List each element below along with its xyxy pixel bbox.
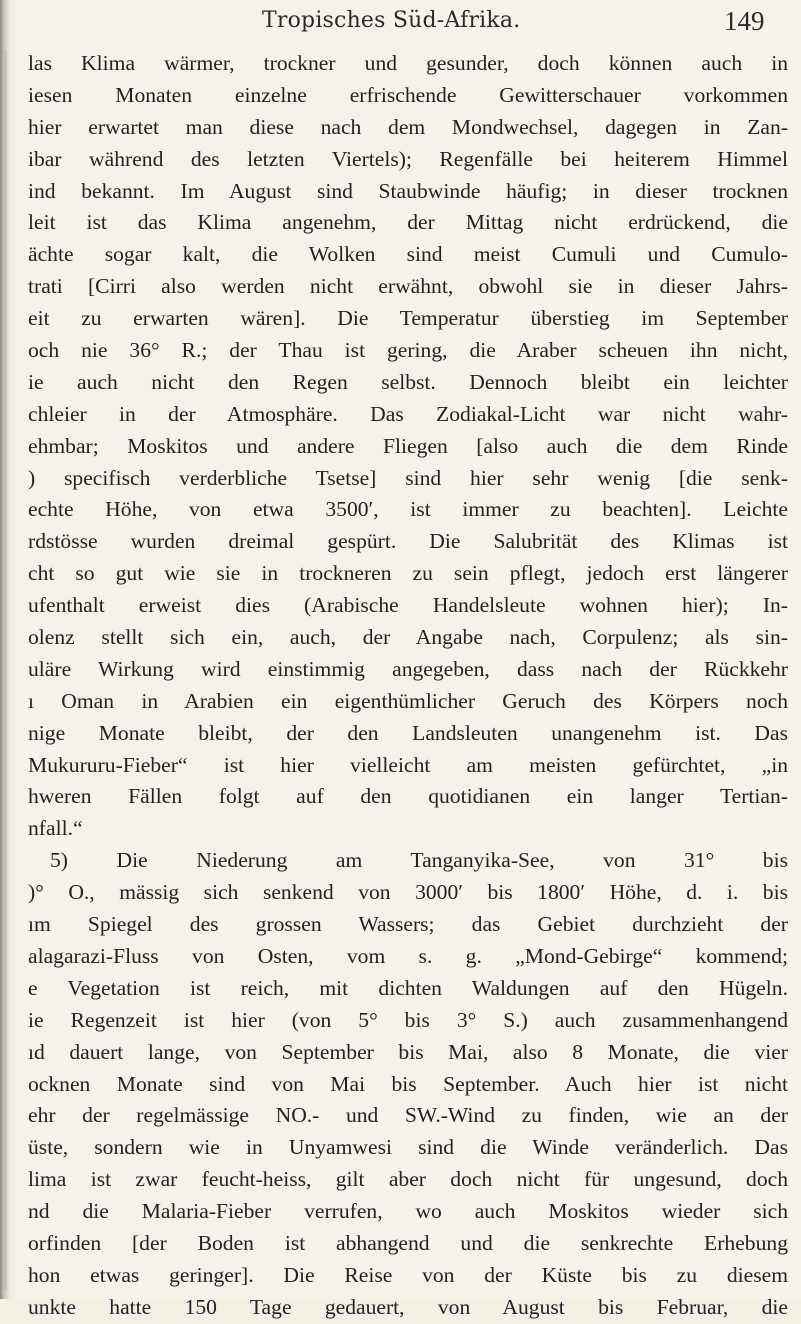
- text-line: ı Oman in Arabien ein eigenthümlicher Geruch des Körpers noch: [28, 688, 788, 713]
- text-line: cht so gut wie sie in trockneren zu sein pflegt, jedoch erst längerer: [28, 561, 788, 586]
- text-line: hier erwartet man diese nach dem Mondwechsel, dagegen in Zan-: [28, 114, 788, 139]
- text-line: alagarazi-Fluss von Osten, vom s. g. „Mond-Gebirge“ kommend;: [28, 943, 788, 968]
- text-line: nd die Malaria-Fieber verrufen, wo auch Moskitos wieder sich: [28, 1199, 788, 1224]
- running-head: [0, 6, 801, 46]
- text-line: ocknen Monate sind von Mai bis September. Auch hier ist nicht: [28, 1071, 788, 1096]
- text-line: chleier in der Atmosphäre. Das Zodiakal-Licht war nicht wahr-: [28, 401, 788, 426]
- text-line: ehr der regelmässige NO.- und SW.-Wind zu finden, wie an der: [28, 1103, 788, 1128]
- text-line: orfinden [der Boden ist abhangend und die senkrechte Erhebung: [28, 1230, 788, 1255]
- text-line: ibar während des letzten Viertels); Regenfälle bei heiterem Himmel: [28, 146, 788, 171]
- text-line: )° O., mässig sich senkend von 3000′ bis 1800′ Höhe, d. i. bis: [28, 880, 788, 905]
- text-line: hon etwas geringer]. Die Reise von der Küste bis zu diesem: [28, 1262, 788, 1287]
- text-line: ufenthalt erweist dies (Arabische Handelsleute wohnen hier); In-: [28, 593, 788, 618]
- section-5-heading-line: 5) Die Niederung am Tanganyika-See, von 31° bis: [50, 848, 788, 873]
- text-line: uläre Wirkung wird einstimmig angegeben, dass nach der Rückkehr: [28, 656, 788, 681]
- text-line: ie auch nicht den Regen selbst. Dennoch bleibt ein leichter: [28, 369, 788, 394]
- text-line: trati [Cirri also werden nicht erwähnt, obwohl sie in dieser Jahrs-: [28, 274, 788, 299]
- text-line: Mukururu-Fieber“ ist hier vielleicht am meisten gefürchtet, „in: [28, 752, 788, 777]
- text-line: ım Spiegel des grossen Wassers; das Gebiet durchzieht der: [28, 912, 788, 937]
- text-line: ächte sogar kalt, die Wolken sind meist Cumuli und Cumulo-: [28, 242, 788, 267]
- text-line: ıd dauert lange, von September bis Mai, also 8 Monate, die vier: [28, 1039, 788, 1064]
- text-line: ie Regenzeit ist hier (von 5° bis 3° S.) auch zusammenhangend: [28, 1007, 788, 1032]
- text-line: üste, sondern wie in Unyamwesi sind die Winde veränderlich. Das: [28, 1135, 788, 1160]
- text-line: ind bekannt. Im August sind Staubwinde häufig; in dieser trocknen: [28, 178, 788, 203]
- body-text: [28, 48, 788, 1324]
- text-line: nige Monate bleibt, der den Landsleuten unangenehm ist. Das: [28, 720, 788, 745]
- text-line: och nie 36° R.; der Thau ist gering, die Araber scheuen ihn nicht,: [28, 338, 788, 363]
- text-line: rdstösse wurden dreimal gespürt. Die Salubrität des Klimas ist: [28, 529, 788, 554]
- text-line: echte Höhe, von etwa 3500′, ist immer zu beachten]. Leichte: [28, 497, 788, 522]
- text-line: las Klima wärmer, trockner und gesunder, doch können auch in: [28, 51, 788, 75]
- text-line: leit ist das Klima angenehm, der Mittag nicht erdrückend, die: [28, 210, 788, 235]
- text-line: nfall.“: [28, 816, 83, 841]
- text-line: ehmbar; Moskitos und andere Fliegen [also auch die dem Rinde: [28, 433, 788, 458]
- text-line: hweren Fällen folgt auf den quotidianen ein langer Tertian-: [28, 784, 788, 809]
- text-line: ) specifisch verderbliche Tsetse] sind hier sehr wenig [die senk-: [28, 465, 788, 490]
- running-head-title: Tropisches Süd-Afrika.: [262, 8, 521, 33]
- text-line: lima ist zwar feucht-heiss, gilt aber doch nicht für ungesund, doch: [28, 1167, 788, 1192]
- page-number: 149: [724, 6, 765, 36]
- text-line: eit zu erwarten wären]. Die Temperatur überstieg im September: [28, 306, 788, 331]
- text-line: unkte hatte 150 Tage gedauert, von August bis Februar, die: [28, 1294, 788, 1319]
- text-line: olenz stellt sich ein, auch, der Angabe nach, Corpulenz; als sin-: [28, 625, 788, 650]
- text-line: e Vegetation ist reich, mit dichten Waldungen auf den Hügeln.: [28, 975, 788, 1000]
- text-line: iesen Monaten einzelne erfrischende Gewitterschauer vorkommen: [28, 82, 788, 107]
- page-gutter-shadow: [0, 0, 10, 1299]
